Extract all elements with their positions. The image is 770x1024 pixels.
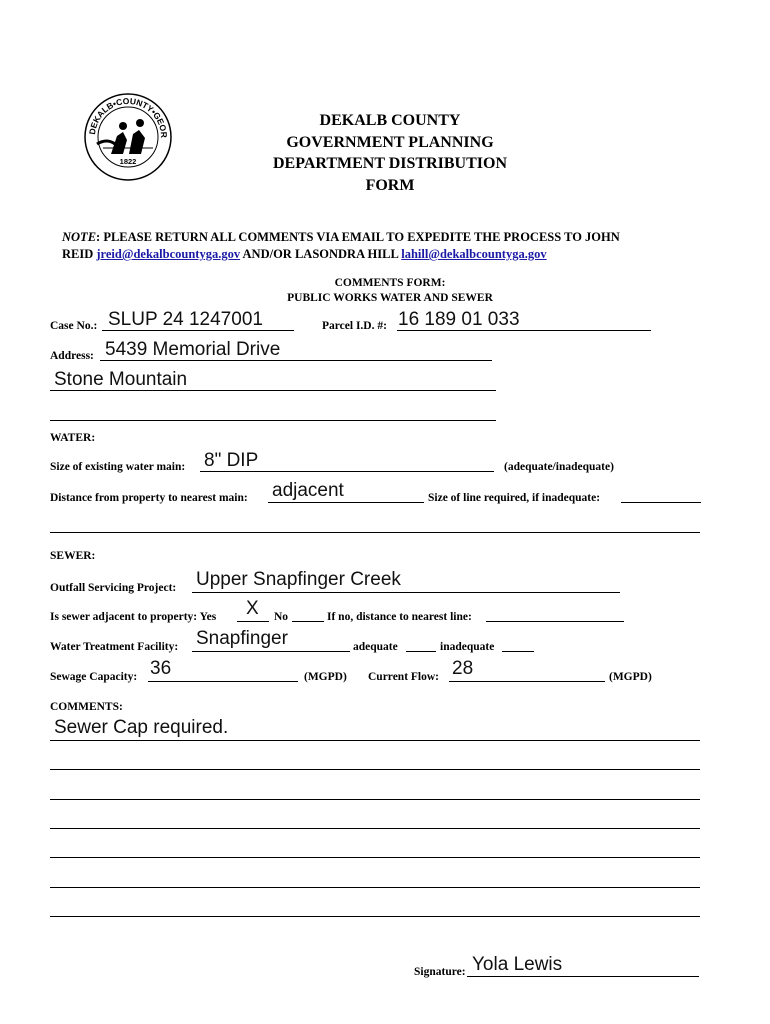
case-no-label: Case No.: — [50, 320, 98, 332]
facility-inadequate-line — [502, 651, 534, 652]
sewer-no-label: No — [274, 611, 289, 623]
distance-field[interactable]: adjacent — [272, 480, 344, 501]
address-field[interactable]: 5439 Memorial Drive — [105, 339, 281, 360]
parcel-label: Parcel I.D. #: — [322, 320, 387, 332]
form-header-line-2: PUBLIC WORKS WATER AND SEWER — [287, 292, 493, 304]
adequate-inadequate-label: (adequate/inadequate) — [504, 461, 614, 473]
size-required-line — [621, 502, 701, 503]
address-field-2[interactable]: Stone Mountain — [54, 369, 188, 390]
facility-adequate-label: adequate — [353, 641, 398, 653]
email-link-lahill[interactable]: lahill@dekalbcountyga.gov — [401, 247, 547, 261]
title-line-2: GOVERNMENT PLANNING — [286, 133, 494, 151]
note-line-1 — [62, 228, 620, 246]
comment-line-2 — [50, 769, 700, 770]
seal-year: 1822 — [119, 157, 137, 166]
current-flow-field[interactable]: 28 — [452, 658, 474, 679]
note-text-1: : PLEASE RETURN ALL COMMENTS VIA EMAIL TO EXPEDITE THE PROCESS TO JOHN — [96, 230, 620, 244]
distance-line — [268, 502, 424, 503]
facility-adequate-line — [406, 651, 436, 652]
svg-text:DEKALB•COUNTY•GEORGIA — [83, 92, 169, 138]
note-text-2: REID — [62, 247, 97, 261]
sewage-capacity-line — [148, 681, 298, 682]
sewer-distance-line — [486, 621, 624, 622]
comments-field[interactable]: Sewer Cap required. — [54, 717, 229, 738]
note-line-2 — [62, 245, 547, 263]
note-label: NOTE — [62, 230, 97, 244]
email-link-jreid[interactable]: jreid@dekalbcountyga.gov — [96, 247, 241, 261]
current-flow-line — [449, 681, 605, 682]
treatment-facility-line — [192, 651, 350, 652]
outfall-field[interactable]: Upper Snapfinger Creek — [196, 569, 401, 590]
sewer-heading: SEWER: — [50, 550, 96, 562]
title-line-1: DEKALB COUNTY — [319, 112, 461, 129]
treatment-facility-field[interactable]: Snapfinger — [196, 628, 288, 649]
sewage-capacity-label: Sewage Capacity: — [50, 671, 138, 683]
comment-line-6 — [50, 887, 700, 888]
title-line-3: DEPARTMENT DISTRIBUTION — [273, 155, 507, 172]
sewer-yes-field[interactable]: X — [246, 598, 259, 619]
seal-text: DEKALB•COUNTY•GEOR — [87, 95, 170, 139]
water-main-size-label: Size of existing water main: — [50, 461, 186, 473]
title-line-4: FORM — [365, 176, 415, 194]
comment-line-4 — [50, 828, 700, 829]
sewer-distance-label: If no, distance to nearest line: — [327, 611, 472, 623]
parcel-field[interactable]: 16 189 01 033 — [398, 309, 520, 330]
sewer-yes-line — [237, 621, 269, 622]
county-seal — [83, 92, 173, 182]
form-header-line-1: COMMENTS FORM: — [334, 277, 446, 289]
case-no-field[interactable]: SLUP 24 1247001 — [108, 309, 263, 330]
comment-line-3 — [50, 799, 700, 800]
address-label: Address: — [50, 350, 94, 362]
sewer-adjacent-label: Is sewer adjacent to property: Yes — [50, 611, 217, 623]
sewage-capacity-field[interactable]: 36 — [150, 658, 172, 679]
note-text-3: AND/OR LASONDRA HILL — [240, 247, 402, 261]
water-main-size-field[interactable]: 8" DIP — [204, 450, 259, 471]
water-divider-line — [50, 532, 700, 533]
size-required-label: Size of line required, if inadequate: — [428, 492, 601, 504]
facility-inadequate-label: inadequate — [440, 641, 495, 653]
water-heading: WATER: — [50, 432, 96, 444]
signature-line — [467, 976, 699, 977]
current-flow-label: Current Flow: — [368, 671, 440, 683]
outfall-label: Outfall Servicing Project: — [50, 582, 177, 594]
distance-label: Distance from property to nearest main: — [50, 492, 248, 504]
sewer-no-line — [292, 621, 324, 622]
comment-line-7 — [50, 916, 700, 917]
signature-field[interactable]: Yola Lewis — [472, 954, 563, 975]
comment-line-5 — [50, 857, 700, 858]
outfall-line — [192, 592, 620, 593]
comment-line-1 — [50, 740, 700, 741]
address-line-3 — [50, 420, 496, 421]
capacity-mgpd-label: (MGPD) — [304, 671, 347, 683]
comments-heading: COMMENTS: — [50, 701, 123, 713]
signature-label: Signature: — [414, 966, 466, 978]
treatment-facility-label: Water Treatment Facility: — [50, 641, 179, 653]
flow-mgpd-label: (MGPD) — [609, 671, 652, 683]
form-header — [240, 276, 540, 306]
page-title — [250, 110, 530, 196]
